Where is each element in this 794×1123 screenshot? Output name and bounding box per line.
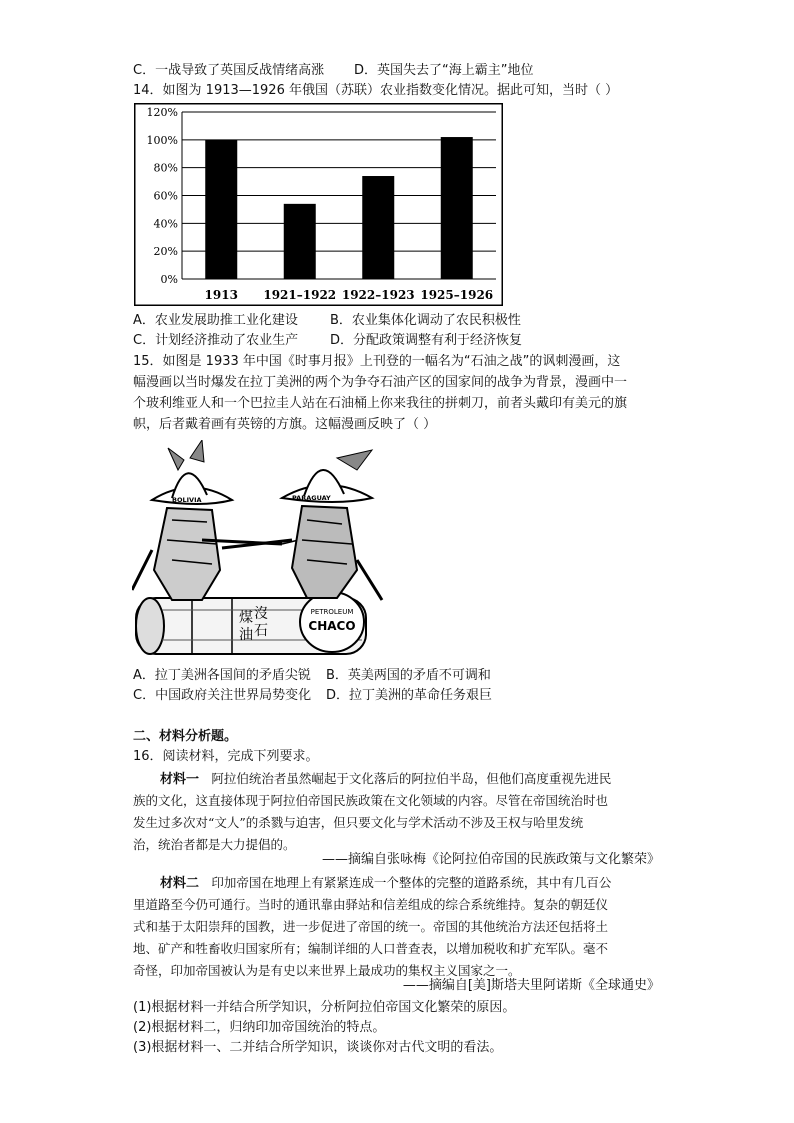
q15-option-c: C．中国政府关注世界局势变化 (133, 688, 312, 703)
bolivia-hat-label: BOLIVIA (172, 496, 202, 504)
material1-line-1: 阿拉伯统治者虽然崛起于文化落后的阿拉伯半岛，但他们高度重视先进民 (211, 771, 612, 786)
material2-first-line (160, 874, 611, 893)
question-2: (2)根据材料二，归纳印加帝国统治的特点。 (133, 1020, 386, 1035)
y-tick-label: 120% (146, 106, 178, 119)
q14-option-a: A．农业发展助推工业化建设 (133, 313, 298, 328)
material2-line-4: 地、矿产和牲畜收归国家所有；编制详细的人口普查表，以增加税收和扩充军队。毫不 (133, 941, 609, 956)
material1-first-line (160, 770, 611, 789)
material1-line-2: 族的文化，这直接体现于阿拉伯帝国民族政策在文化领域的内容。尽管在帝国统治时也 (133, 793, 609, 808)
agriculture-index-chart (134, 103, 503, 306)
chaco-disc (300, 592, 364, 652)
bolivian-soldier (132, 440, 307, 600)
material2-source: ——摘编自[美]斯塔夫里阿诺斯《全球通史》 (402, 978, 660, 993)
question-1: (1)根据材料一并结合所学知识，分析阿拉伯帝国文化繁荣的原因。 (133, 1000, 516, 1015)
y-tick-label: 80% (153, 161, 178, 175)
bar-3 (362, 176, 394, 279)
material1-source: ——摘编自张咏梅《论阿拉伯帝国的民族政策与文化繁荣》 (321, 852, 660, 867)
material2-line-1: 印加帝国在地理上有紧紧连成一个整体的完整的道路系统，其中有几百公 (211, 875, 612, 890)
q15-option-b: B．英美两国的矛盾不可调和 (326, 668, 491, 683)
barrel-label-1: 煤 (239, 610, 253, 626)
y-tick-label: 100% (146, 133, 178, 147)
q15-stem-line-4: 帜，后者戴着画有英镑的方旗。这幅漫画反映了（ ） (133, 417, 437, 432)
bar-4 (441, 137, 473, 279)
q13-option-c: C．一战导致了英国反战情绪高涨 (133, 63, 325, 78)
q15-stem-line-1: 15．如图是 1933 年中国《时事月报》上刊登的一幅名为“石油之战”的讽刺漫画，这 (133, 354, 621, 369)
petroleum-label: PETROLEUM (310, 608, 354, 616)
q14-option-b: B．农业集体化调动了农民积极性 (330, 313, 521, 328)
paraguay-hat-label: PARAGUAY (292, 494, 331, 502)
bar-2 (284, 204, 316, 279)
y-tick-label: 40% (153, 217, 178, 231)
material1-heading: 材料一 (160, 772, 200, 787)
q15-option-a: A．拉丁美洲各国间的矛盾尖锐 (133, 668, 311, 683)
y-tick-label: 60% (153, 189, 178, 203)
paraguayan-soldier (222, 450, 382, 600)
x-tick-label: 1913 (204, 288, 238, 302)
material1-line-4: 治，统治者都是大力提倡的。 (133, 837, 296, 852)
q15-stem-line-2: 幅漫画以当时爆发在拉丁美洲的两个为争夺石油产区的国家间的战争为背景，漫画中一 (133, 375, 628, 390)
material2-line-5: 奇怪，印加帝国被认为是有史以来世界上最成功的集权主义国家之一。 (133, 963, 521, 978)
x-tick-label: 1922–1923 (341, 288, 415, 302)
material2-line-3: 式和基于太阳崇拜的国教，进一步促进了帝国的统一。帝国的其他统治方法还包括将土 (133, 919, 609, 934)
x-tick-label: 1921–1922 (263, 288, 337, 302)
q16-stem: 16．阅读材料，完成下列要求。 (133, 749, 319, 764)
barrel-label-3: 石 (254, 623, 268, 639)
question-3: (3)根据材料一、二并结合所学知识，谈谈你对古代文明的看法。 (133, 1040, 503, 1055)
q15-option-d: D．拉丁美洲的革命任务艰巨 (326, 688, 493, 703)
bar-1 (205, 140, 237, 279)
material2-heading: 材料二 (160, 876, 200, 891)
chaco-label: CHACO (308, 619, 356, 633)
q14-option-d: D．分配政策调整有利于经济恢复 (330, 333, 523, 348)
q15-stem-line-3: 个玻利维亚人和一个巴拉圭人站在石油桶上你来我往的拼刺刀，前者头戴印有美元的旗 (133, 396, 628, 411)
barrel-label-4: 沒 (254, 606, 268, 622)
q13-option-d: D．英国失去了“海上霸主”地位 (354, 63, 534, 78)
y-tick-label: 20% (153, 245, 178, 259)
oil-war-cartoon (132, 440, 392, 662)
material2-line-2: 里道路至今仍可通行。当时的通讯靠由驿站和信差组成的综合系统维持。复杂的朝廷仪 (133, 897, 609, 912)
q14-stem: 14．如图为 1913—1926 年俄国（苏联）农业指数变化情况。据此可知，当时（ ） (133, 83, 619, 98)
barrel-label-2: 油 (239, 627, 253, 643)
material1-line-3: 发生过多次对“文人”的杀戮与迫害，但只要文化与学术活动不涉及王权与哈里发统 (133, 815, 584, 830)
section-title: 二、材料分析题。 (133, 729, 238, 744)
x-tick-label: 1925–1926 (420, 288, 494, 302)
y-tick-label: 0% (160, 273, 178, 286)
q14-option-c: C．计划经济推动了农业生产 (133, 333, 299, 348)
